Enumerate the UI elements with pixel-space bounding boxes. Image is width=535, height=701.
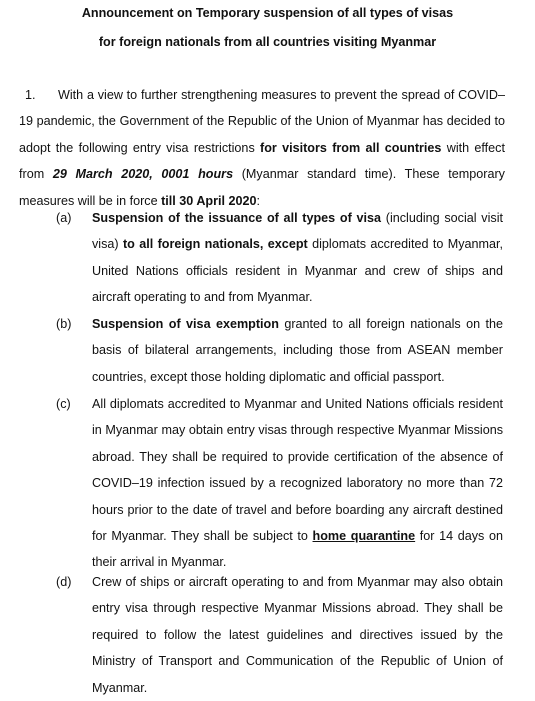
list-item-body bbox=[92, 391, 503, 576]
item-c-home-quarantine: home quarantine bbox=[312, 529, 416, 544]
item-a-bold-1: Suspension of the issuance of all types of visa bbox=[92, 211, 382, 225]
item-b-bold-1: Suspension of visa exemption bbox=[92, 317, 279, 331]
document-title-line-2: for foreign nationals from all countries visiting Myanmar bbox=[98, 35, 437, 49]
paragraph-number: 1. bbox=[25, 88, 36, 102]
item-c-text-1: All diplomats accredited to Myanmar and United Nations officials resident in Myanmar may obtain entry visas through respective Myanmar Missions abroad. They shall be required to provide certification of the absence of COVID–19 infection issued by a recognized laboratory no more than 72 hours prior to the date of travel and before boarding any aircraft destined for Myanmar. They shall be subject to bbox=[92, 397, 503, 544]
list-item-c bbox=[56, 391, 505, 577]
list-item-d bbox=[56, 569, 505, 694]
paragraph-1-bold-visitors: for visitors from all countries bbox=[260, 140, 442, 155]
list-item-a bbox=[56, 205, 505, 311]
paragraph-1 bbox=[19, 82, 505, 214]
list-item-label: (d) bbox=[56, 575, 72, 589]
paragraph-1-end-date: till 30 April 2020 bbox=[161, 193, 257, 208]
document-title-line-1: Announcement on Temporary suspension of all types of visas bbox=[81, 6, 454, 20]
paragraph-1-text-a: With a view to further strengthening measures to prevent the spread of COVID–19 pandemic, the Government of the Republic of the Union of Myanmar has decided to adopt the following entry visa restrictions bbox=[19, 88, 505, 155]
paragraph-1-effective-date: 29 March 2020, 0001 hours bbox=[52, 167, 234, 182]
item-b-text-1: granted to all foreign nationals on the basis of bilateral arrangements, including those from ASEAN member countries, except those holding diplomatic and official passport. bbox=[92, 317, 503, 384]
item-a-text-2: diplomats accredited to Myanmar, United Nations officials resident in Myanmar and crew of ships and aircraft operating to and from Myanmar. bbox=[92, 237, 504, 305]
list-item-body bbox=[92, 311, 503, 390]
list-item-label: (c) bbox=[56, 397, 71, 411]
item-a-text-1: (including social visit visa) bbox=[92, 211, 503, 252]
item-a-bold-2: to all foreign nationals, except bbox=[122, 237, 308, 252]
paragraph-1-text-c: (Myanmar standard time). These temporary measures will be in force bbox=[19, 167, 505, 208]
paragraph-1-text-b: with effect from bbox=[19, 140, 505, 182]
list-item-label: (b) bbox=[56, 317, 72, 331]
list-item-b bbox=[56, 311, 505, 391]
list-item-body bbox=[92, 205, 503, 311]
list-item-label: (a) bbox=[56, 211, 72, 225]
paragraph-1-text-d: : bbox=[256, 193, 261, 208]
item-d-text-1: Crew of ships or aircraft operating to and from Myanmar may also obtain entry visa through respective Myanmar Missions abroad. They shall be required to follow the latest guidelines and directives issued by the Ministry of Transport and Communication of the Republic of Union of Myanmar. bbox=[92, 575, 503, 695]
list-item-body bbox=[92, 569, 503, 701]
item-c-text-2: for 14 days on their arrival in Myanmar. bbox=[92, 529, 504, 570]
